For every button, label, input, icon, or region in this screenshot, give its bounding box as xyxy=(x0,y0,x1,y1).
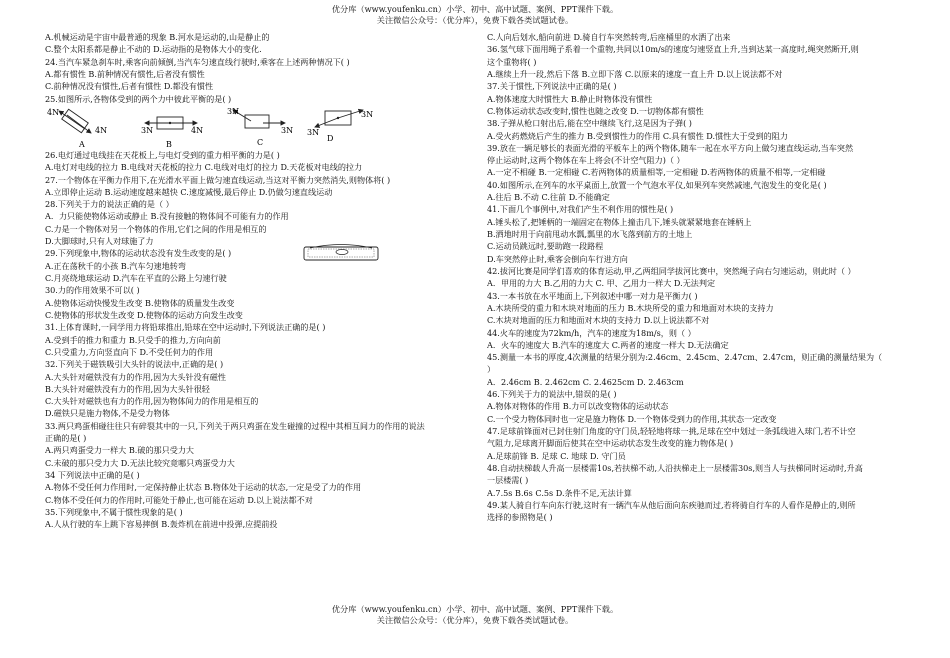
question-line: C.人向后划水,船向前进 D.骑自行车突然转弯,后座桶里的水洒了出来 xyxy=(487,32,731,42)
panel-b-label: B xyxy=(166,139,172,149)
panel-c-box xyxy=(245,115,269,128)
page-footer xyxy=(0,604,950,625)
question-line: D.车突然停止时,乘客会倒向车行进方向 xyxy=(487,253,628,264)
question-line: 27.一个物体在平衡力作用下,在光滑水平面上做匀速直线运动,当这对平衡力突然消失,则物体将( ) xyxy=(45,174,391,185)
question-line: C.整个太阳系都是静止不动的 D.运动指的是物体大小的变化. xyxy=(45,44,262,55)
question-line: 36.氢气球下面用绳子系着一个重物,共同以10m/s的速度匀速竖直上升,当到达某一高度时,绳突然断开,则 xyxy=(487,44,859,55)
panel-b-force-right: 4N xyxy=(191,125,204,135)
question-line: A.往后 B.不动 C.往前 D.不能确定 xyxy=(487,192,610,203)
question-line: A.立即停止运动 B.运动速度越来越快 C.速度减慢,最后停止 D.仍做匀速直线运动 xyxy=(45,186,333,197)
question-line: A．甲用的力大 B.乙用的力大 C. 甲、乙用力一样大 D.无法判定 xyxy=(487,278,716,289)
question-line: C.物体运动状态改变时,惯性也随之改变 D.一切物体都有惯性 xyxy=(487,105,704,116)
question-line: 24.当汽车紧急刹车时,乘客向前倾倒,当汽车匀速直线行驶时,乘客在上述两种情况下( ) xyxy=(45,56,350,67)
question-line: 49.某人骑自行车向东行驶,这时有一辆汽车从他后面向东疾驰而过,若将骑自行车的人看作是静止的,则所 xyxy=(487,499,856,510)
question-line: A.都有惯性 B.前种情况有惯性,后者没有惯性 xyxy=(45,68,205,79)
header-line-1: 优分库（www.youfenku.cn）小学、初中、高中试题、案例、PPT课件下载。 xyxy=(331,4,619,14)
question-line: C.力是一个物体对另一个物体的作用,它们之间的作用是相互的 xyxy=(45,223,267,234)
question-line: A.继续上升一段,然后下落 B.立即下落 C.以原来的速度一直上升 D.以上说法都不对 xyxy=(487,68,783,79)
question-line: A.电灯对电线的拉力 B.电线对天花板的拉力 C.电线对电灯的拉力 D.天花板对电线的拉力 xyxy=(45,162,363,173)
question-line: 31.上体育课时,一同学用力将铅球推出,铅球在空中运动时,下列说法正确的是( ) xyxy=(45,322,326,333)
question-line: A.正在荡秋千的小孩 B.汽车匀速地转弯 xyxy=(45,260,186,271)
question-line: A.木块所受的重力和木块对地面的压力 B.木块所受的重力和地面对木块的支持力 xyxy=(487,302,774,313)
footer-line-2: 关注微信公众号：（优分库），免费下载各类试题试卷。 xyxy=(376,614,574,625)
page-header xyxy=(0,4,950,25)
question-line: A.受到手的推力和重力 B.只受手的推力,方向向前 xyxy=(45,334,221,345)
panel-d-force-left: 3N xyxy=(307,127,320,137)
question-line: D.大脚球时,只有人对球施了力 xyxy=(45,236,154,247)
panel-a-force-right: 4N xyxy=(95,125,108,135)
question-line: B.洒地时用于向前甩动水瓢,瓢里的水飞落到前方的土地上 xyxy=(487,229,693,239)
question-line: A．力只能使物体运动或静止 B.没有接触的物体间不可能有力的作用 xyxy=(45,211,289,222)
question-line: A.使物体运动快慢发生改变 B.使物体的质量发生改变 xyxy=(45,297,235,308)
question-line: 26.电灯通过电线挂在天花板上,与电灯受到的重力相平衡的力是( ) xyxy=(45,149,280,160)
question-line: A．2.46cm B. 2.462cm C. 2.4625cm D. 2.463cm xyxy=(487,376,684,387)
question-line: A.两只鸡蛋受力一样大 B.破的那只受力大 xyxy=(45,445,195,456)
question-line: 41.下面几个事例中,对我们产生不利作用的惯性是( ) xyxy=(487,204,674,215)
panel-a-label: A xyxy=(79,139,85,149)
question-line: C.月亮绕地球运动 D.汽车在平直的公路上匀速行驶 xyxy=(45,273,227,283)
question-line: 33.两只鸡蛋相碰往往只有碎裂其中的一只,下列关于两只鸡蛋在发生碰撞的过程中其相互间力的作用的说法 xyxy=(45,420,425,431)
panel-d-force-right: 3N xyxy=(361,109,374,119)
balance-forces-figure xyxy=(45,105,405,149)
question-line: 25.如图所示,各物体受到的两个力中彼此平衡的是( ) xyxy=(45,93,232,104)
question-line: C.前种情况没有惯性,后者有惯性 D.都没有惯性 xyxy=(45,81,214,92)
question-line: C.物体不受任何力的作用时,可能处于静止,也可能在运动 D.以上说法都不对 xyxy=(45,494,313,505)
left-column xyxy=(45,31,457,531)
question-line: 44.火车的速度为72km/h，汽车的速度为18m/s，则（ ） xyxy=(487,327,696,338)
question-line: A．火车的速度大 B.汽车的速度大 C.两者的速度一样大 D.无法确定 xyxy=(487,339,729,350)
question-line: 34 下列说法中正确的是( ) xyxy=(45,470,140,480)
panel-b-force-left: 3N xyxy=(141,125,154,135)
question-line: A.物体对物体的作用 B.力可以改变物体的运动状态 xyxy=(487,401,669,412)
question-line: 45.测量一本书的厚度,4次测量的结果分别为:2.46cm、2.45cm、2.47cm、2.47cm，则正确的测量结果为（ xyxy=(487,352,883,363)
question-line: 30.力的作用效果不可以( ) xyxy=(45,285,140,296)
question-line: A.受火药燃烧后产生的推力 B.受到惯性力的作用 C.具有惯性 D.惯性大于受到的阻力 xyxy=(487,130,788,141)
question-line: 42.拔河比赛是同学们喜欢的体育运动,甲,乙两组同学拔河比赛中，突然绳子向右匀速运动，则此时（ ） xyxy=(487,265,856,276)
panel-c-force-right: 3N xyxy=(281,125,294,135)
question-line: A.锤头松了,把锤柄的一端固定在物体上撞击几下,锤头就紧紧地套在锤柄上 xyxy=(487,216,752,227)
right-column xyxy=(487,31,899,524)
question-line: 43.一本书放在水平地面上,下列叙述中哪一对力是平衡力( ) xyxy=(487,290,698,301)
question-line: 39.放在一辆足够长的表面光滑的平板车上的两个物体,随车一起在水平方向上做匀速直线运动,当车突然 xyxy=(487,142,854,153)
question-line: 40.如图所示,在列车的水平桌面上,放置一个气泡水平仪,如果列车突然减速,气泡发生的变化是( ) xyxy=(487,179,827,190)
panel-c-force-left: 3N xyxy=(227,106,240,116)
question-line: ） xyxy=(487,364,496,375)
question-line: C.木块对地面的压力和地面对木块的支持力 D.以上说法都不对 xyxy=(487,315,710,326)
panel-c-label: C xyxy=(257,137,264,147)
question-line: 一层楼需( ) xyxy=(487,475,529,486)
question-line: C.大头针对磁铁也有力的作用,因为物体间力的作用是相互的 xyxy=(45,396,259,407)
question-line: C.运动员跳远时,要助跑一段路程 xyxy=(487,241,604,252)
header-line-2: 关注微信公众号：（优分库），免费下载各类试题试卷。 xyxy=(376,14,574,25)
question-line: A.机械运动是宇宙中最普通的现象 B.河水是运动的,山是静止的 xyxy=(45,32,270,42)
question-line: 正确的是( ) xyxy=(45,433,87,444)
question-line: A.物体不受任何力作用时,一定保持静止状态 B.物体处于运动的状态,一定是受了力的作用 xyxy=(45,482,362,493)
question-line: C.未破的那只受力大 D.无法比较究竟哪只鸡蛋受力大 xyxy=(45,457,235,468)
question-line: 37.关于惯性,下列说法中正确的是( ) xyxy=(487,81,617,92)
question-line: D.磁铁只是施力物体,不是受力物体 xyxy=(45,408,170,419)
question-line: C.一个受力物体同时也一定是施力物体 D.一个物体受到力的作用,其状态一定改变 xyxy=(487,413,777,424)
question-line: 46.下列关于力的说法中,错误的是( ) xyxy=(487,389,617,400)
question-line: C.使物体的形状发生改变 D.使物体的运动方向发生改变 xyxy=(45,309,243,320)
question-line: C.只受重力,方向竖直向下 D.不受任何力的作用 xyxy=(45,346,214,357)
question-line: A.一定不相碰 B.一定相碰 C.若两物体的质量相等,一定相碰 D.若两物体的质量不相等,一定相碰 xyxy=(487,167,826,178)
panel-d-label: D xyxy=(327,133,334,143)
footer-line-1: 优分库（www.youfenku.cn）小学、初中、高中试题、案例、PPT课件下载。 xyxy=(331,604,619,614)
question-line: A.足球前锋 B. 足球 C. 地球 D. 守门员 xyxy=(487,450,626,461)
question-line: 38.子弹从枪口射出后,能在空中继续飞行,这是因为子弹( ) xyxy=(487,118,692,129)
question-line: 35.下列现象中,不属于惯性现象的是( ) xyxy=(45,506,183,517)
question-line: 停止运动时,这两个物体在车上将会(不计空气阻力)（ ） xyxy=(487,155,685,166)
question-line: 32.下列关于磁铁吸引大头针的说法中,正确的是( ) xyxy=(45,359,224,370)
question-line: 选择的参照物是( ) xyxy=(487,512,553,523)
question-line: 气阻力,足球离开脚面后使其在空中运动状态发生改变的施力物体是( ) xyxy=(487,438,734,449)
question-line: 28.下列关于力的说法正确的是（ ） xyxy=(45,199,174,210)
question-line: A.人从行驶的车上跳下容易摔倒 B.轰炸机在前进中投弹,应提前投 xyxy=(45,519,278,530)
question-line: 这个重物将( ) xyxy=(487,56,537,67)
question-line: B.大头针对磁铁没有力的作用,因为大头针很轻 xyxy=(45,383,210,394)
question-line: 29.下列现象中,物体的运动状态没有发生改变的是( ) xyxy=(45,248,232,259)
figure-25 xyxy=(45,105,457,149)
bubble-level-figure xyxy=(302,238,382,264)
question-line: A.7.5s B.6s C.5s D.条件不足,无法计算 xyxy=(487,487,632,498)
question-line: 47.足球前锋面对已封住射门角度的守门员,轻轻地将球一挑,足球在空中划过一条弧线进入球门,若不计空 xyxy=(487,426,856,436)
question-line: 48.自动扶梯载人升高一层楼需10s,若扶梯不动,人沿扶梯走上一层楼需30s,则当人与扶梯同时运动时,升高 xyxy=(487,462,863,473)
panel-a-force-left: 4N xyxy=(47,107,60,117)
question-line: A.大头针对磁铁没有力的作用,因为大头针没有磁性 xyxy=(45,371,226,382)
question-line: A.物体速度大时惯性大 B.静止时物体没有惯性 xyxy=(487,93,653,104)
